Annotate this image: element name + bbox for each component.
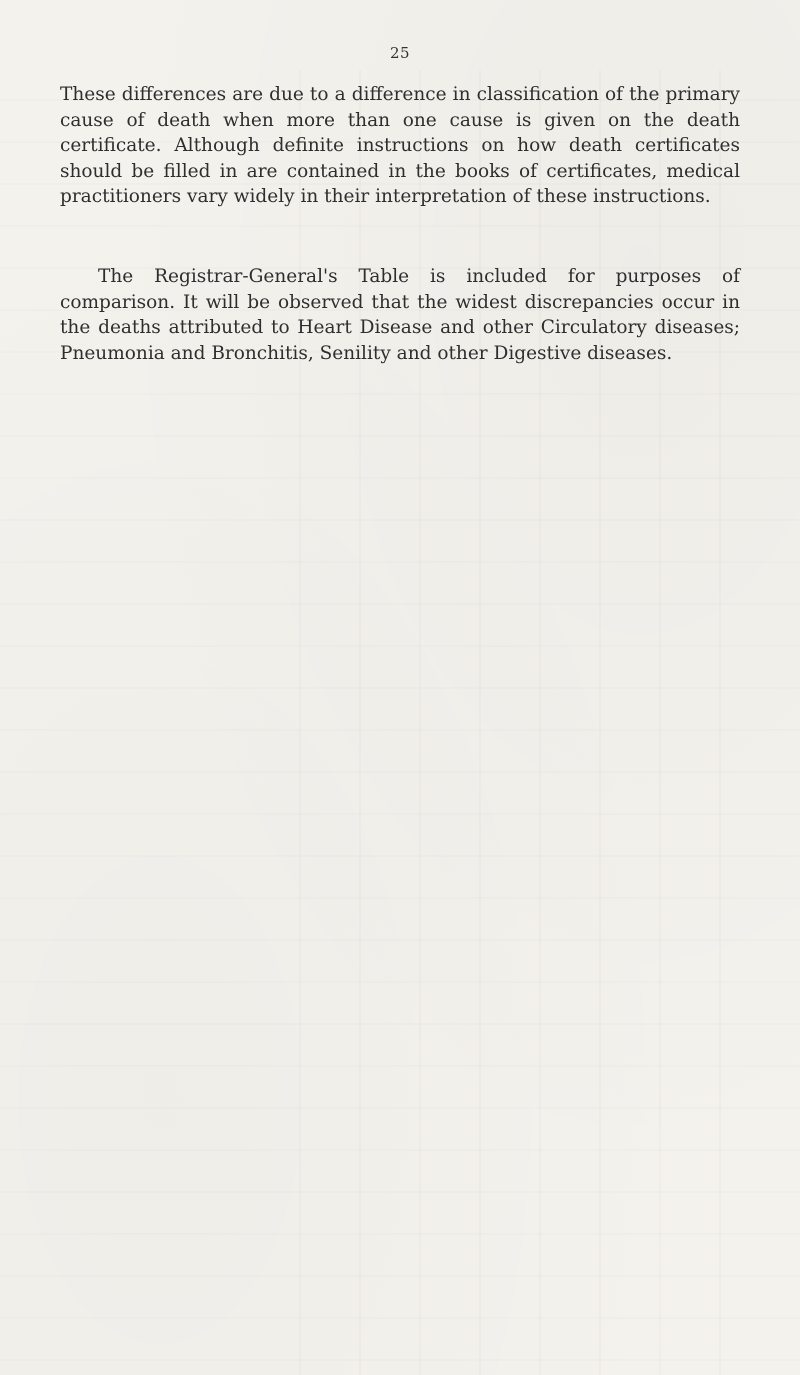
paragraph-registrar-general-table (60, 264, 740, 366)
paragraph-text: The Registrar-General's Table is included for purposes of comparison. It will be observed that the widest discrepancies occur in the deaths attributed to Heart Disease and other Circulatory diseases; Pneumonia and Bronchitis, Senility and other Digestive diseases. (60, 266, 740, 364)
paragraph-text: These differences are due to a difference in classification of the primary cause of death when more than one cause is given on the death certificate. Although definite instructions on how death certificates should be filled in are contained in the books of certificates, medical practitioners vary widely in their interpretation of these instructions. (60, 84, 740, 207)
paragraph-classification-differences (60, 82, 740, 210)
page-number: 25 (389, 44, 411, 62)
